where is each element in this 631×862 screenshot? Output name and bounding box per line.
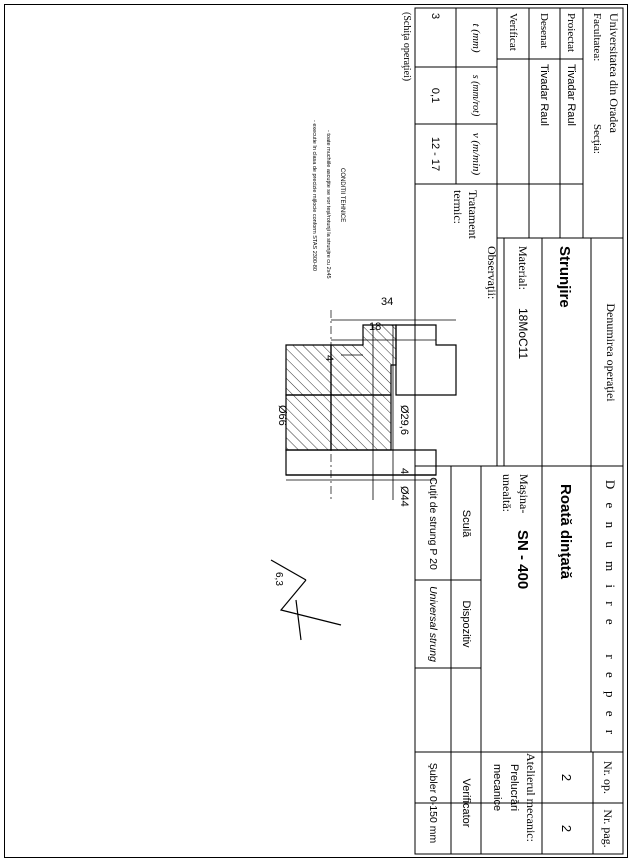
faculty-label: Facultatea: <box>591 13 603 62</box>
role-label-verificat: Verificat <box>507 13 519 51</box>
machine-value: SN - 400 <box>514 530 532 590</box>
part-name: Roată dinţată <box>557 484 575 580</box>
device-label: Dispozitiv <box>460 600 472 648</box>
verifier-value: Şubler 0-150 mm <box>427 762 439 844</box>
treatment-label-1: Tratament <box>466 190 480 239</box>
s-value: 0,1 <box>429 87 442 104</box>
t-label: t (mm) <box>470 23 483 53</box>
observations-label: Observaţii: <box>485 246 500 300</box>
role-label-proiectat: Proiectat <box>565 13 578 53</box>
note-1: - toate muchiile ascuţite se vor teşi/rotunji la strunjire cu 2x45 <box>325 130 331 279</box>
university-label: Universitatea din Oradea <box>607 13 621 133</box>
op-no-value: 2 <box>559 773 575 782</box>
sketch-label: (Schiţa operaţiei) <box>401 12 412 82</box>
operation-name: Strunjire <box>556 246 574 308</box>
machine-label-2: unealtă: <box>500 474 514 512</box>
lower-section <box>286 345 331 395</box>
workshop-value-2: mecanice <box>491 764 503 812</box>
s-label: s (mm/rot) <box>470 74 482 117</box>
material-label: Material: <box>516 246 531 290</box>
dim-chamfer: 4 <box>323 355 335 362</box>
page-no-value: 2 <box>559 824 575 833</box>
role-name-desenat: Tivadar Raul <box>538 64 551 126</box>
op-no-label: Nr. op. <box>601 761 615 794</box>
tool-label: Sculă <box>460 509 472 538</box>
note-2: - executie în clasa de precizie mijlocie conform STAS 2300-80 <box>311 120 317 271</box>
tool-value: Cuţit de strung P 20 <box>427 477 439 570</box>
treatment-label-2: termic: <box>451 190 465 224</box>
notes-title: CONDITII TEHNICE <box>339 168 345 223</box>
roughness-value: 6,3 <box>273 572 284 586</box>
dim-outer-dia: Ø66 <box>276 405 288 426</box>
v-label: v (m/min) <box>470 132 483 176</box>
upper-section <box>331 325 396 395</box>
section-label: Secţia: <box>591 124 603 154</box>
dim-step: 4 <box>398 468 410 475</box>
dim-bore-dia: Ø29,6 <box>398 405 410 435</box>
workshop-label: Atelierul mecanic: <box>524 753 538 842</box>
verifier-label: Verificator <box>460 778 472 828</box>
t-value: 3 <box>429 13 442 20</box>
workshop-value-1: Prelucrări <box>508 764 520 812</box>
page-no-label: Nr. pag. <box>601 809 615 848</box>
role-label-desenat: Desenat <box>538 13 551 49</box>
device-value: Universal strung <box>427 586 439 662</box>
operation-name-label: Denumirea operaţiei <box>604 303 618 402</box>
part-name-label: D e n u m i r e r e p e r <box>603 479 618 740</box>
dim-hub-len: 18 <box>369 321 382 333</box>
machine-label-1: Maşina- <box>517 474 531 514</box>
role-name-proiectat: Tivadar Raul <box>565 64 578 126</box>
material-value: 18MoC11 <box>516 308 531 360</box>
dim-hub-dia: Ø44 <box>398 486 410 507</box>
dim-total-len: 34 <box>381 296 394 308</box>
v-value: 12 - 17 <box>429 136 442 172</box>
